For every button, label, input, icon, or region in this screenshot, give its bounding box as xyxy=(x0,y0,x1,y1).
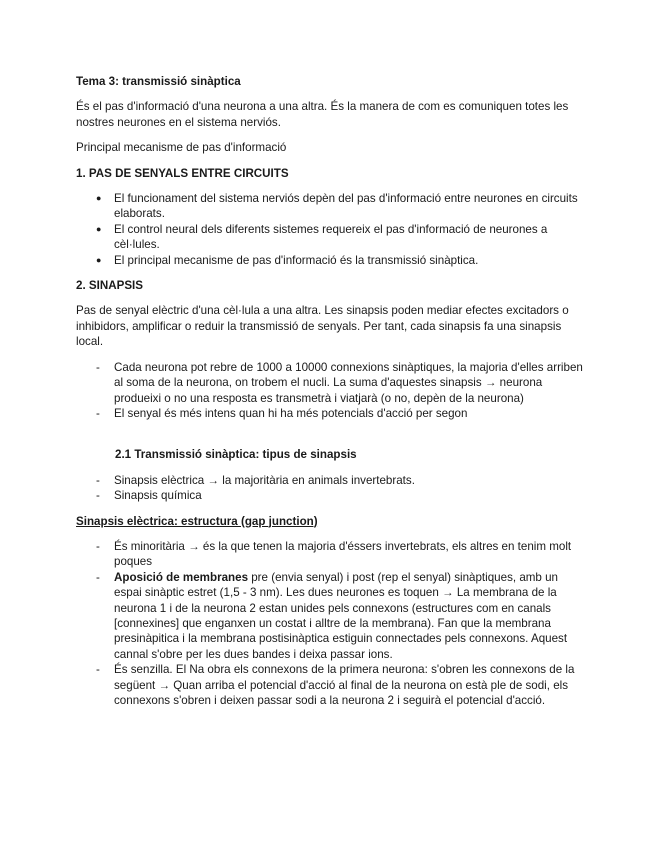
section2-list xyxy=(76,360,586,422)
list-item: - Cada neurona pot rebre de 1000 a 10000 connexions sinàptiques, la majoria d'elles arriben al soma de la neurona, on trobem el nucli. La suma d'aquestes sinapsis → neurona produeixi o no una resposta es transmetrà i viatjarà (o no, depèn de la neurona) xyxy=(76,360,586,406)
list-item: - És senzilla. El Na obra els connexons de la primera neurona: s'obren les connexons de la següent → Quan arriba el potencial d'acció al final de la neurona on està ple de sodi, els connexons s'obren i deixen passar sodi a la neurona 2 i seguirà el potencial d'acció. xyxy=(76,662,586,708)
list-item: ● El funcionament del sistema nerviós depèn del pas d'informació entre neurones en circuits elaborats. xyxy=(76,191,586,222)
intro-paragraph: És el pas d'informació d'una neurona a una altra. És la manera de com es comuniquen totes les nostres neurones en el sistema nerviós. xyxy=(76,100,569,129)
electrica-list xyxy=(76,539,586,708)
document-page xyxy=(76,74,586,718)
principal-paragraph: Principal mecanisme de pas d'informació xyxy=(76,141,287,155)
section2-paragraph: Pas de senyal elèctric d'una cèl·lula a una altra. Les sinapsis poden mediar efectes excitadors o inhibidors, amplificar o reduir la transmissió de senyals. Per tant, cada sinapsis fa una sinapsis local. xyxy=(76,304,569,349)
list-item: - És minoritària → és la que tenen la majoria d'éssers invertebrats, els altres en tenim molt poques xyxy=(76,539,586,570)
aposicio-rest-text: pre (envia senyal) i post (rep el senyal) sinàptiques, amb un espai sinàptic estret (1,5 - 3 nm). Les dues neurones es toquen → La membrana de la neurona 1 i de la neurona 2 estan unides pels connexons (estructures com en canals [connexines] que enganxen un costat i alltre de la membrana). Fan que la membrana presinàpitica i la membrana postisinàptica estiguin connectades pels connexons. Aquest cannal s'obre per les dues bandes i deixa passar ions. xyxy=(114,570,568,661)
list-item: ● El control neural dels diferents sistemes requereix el pas d'informació de neurones a cèl·lules. xyxy=(76,222,586,253)
list-item: ● El principal mecanisme de pas d'informació és la transmissió sinàptica. xyxy=(76,253,586,268)
electrica-heading: Sinapsis elèctrica: estructura (gap junction) xyxy=(76,514,318,528)
list-item: - El senyal és més intens quan hi ha més potencials d'acció per segon xyxy=(76,406,586,421)
list-item: - Sinapsis elèctrica → la majoritària en animals invertebrats. xyxy=(76,473,586,488)
section2-heading: 2. SINAPSIS xyxy=(76,279,144,293)
list-item xyxy=(76,570,586,662)
aposicio-bold-text: Aposició de membranes xyxy=(114,570,249,584)
section21-heading: 2.1 Transmissió sinàptica: tipus de sinapsis xyxy=(115,448,357,462)
list-item: - Sinapsis química xyxy=(76,488,586,503)
section1-heading: 1. PAS DE SENYALS ENTRE CIRCUITS xyxy=(76,166,289,180)
section21-list xyxy=(76,473,586,504)
section1-list xyxy=(76,191,586,268)
document-title: Tema 3: transmissió sinàptica xyxy=(76,75,241,88)
